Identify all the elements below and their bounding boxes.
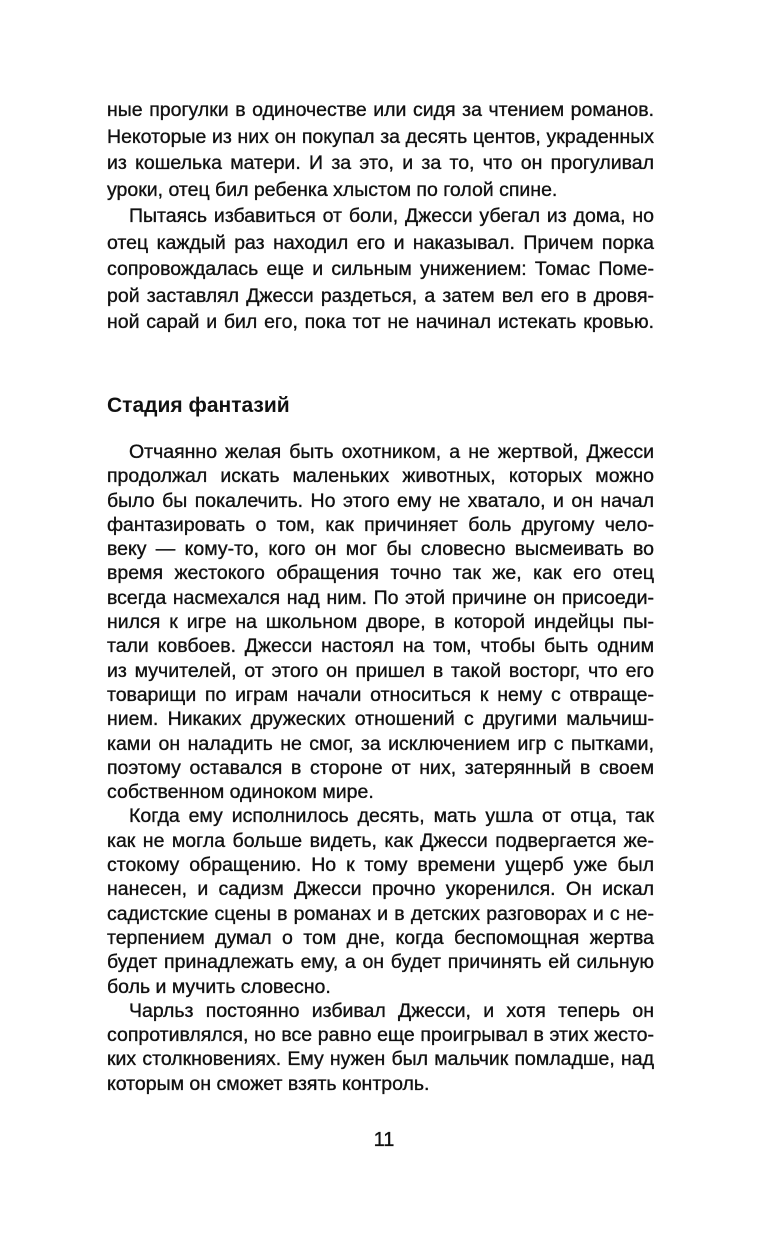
text-line: Некоторые из них он покупал за десять центов, украденных (107, 125, 654, 148)
text-line: нанесен, и садизм Джесси прочно укоренился. Он искал (107, 878, 654, 901)
paragraph (107, 440, 654, 804)
text-line: фантазировать о том, как причиняет боль другому чело- (107, 513, 654, 536)
text-line: как не могла больше видеть, как Джесси подвергается же- (107, 829, 654, 852)
text-line: нился к игре на школьном дворе, в которой индейцы пы- (107, 611, 654, 634)
text-line: собственном одиноком мире. (107, 781, 374, 804)
text-block-after (107, 440, 654, 1096)
text-line: которым он сможет взять контроль. (107, 1072, 430, 1095)
text-line: терпением думал о том дне, когда беспомощная жертва (107, 926, 654, 949)
text-line: садистские сцены в романах и в детских разговорах и с не- (107, 902, 654, 925)
text-line: боль и мучить словесно. (107, 975, 331, 998)
text-line: стокому обращению. Но к тому времени ущерб уже был (107, 854, 654, 877)
text-block-before (107, 97, 654, 336)
text-line: Чарльз постоянно избивал Джесси, и хотя теперь он (129, 999, 654, 1022)
text-line: будет принадлежать ему, а он будет причинять ей сильную (107, 951, 654, 974)
text-line: ной сарай и бил его, пока тот не начинал истекать кровью. (107, 311, 654, 333)
text-line: нием. Никаких дружеских отношений с другими мальчиш- (107, 708, 654, 731)
text-line: ких столкновениях. Ему нужен был мальчик помладше, над (107, 1048, 654, 1071)
text-line: отец каждый раз находил его и наказывал. Причем порка (107, 231, 654, 254)
text-line: сопротивлялся, но все равно еще проигрывал в этих жесто- (107, 1024, 654, 1047)
text-line: время жестокого обращения точно так же, как его отец (107, 562, 654, 585)
section-heading: Стадия фантазий (107, 394, 290, 417)
text-line: Когда ему исполнилось десять, мать ушла от отца, так (129, 805, 654, 828)
text-line: было бы покалечить. Но этого ему не хватало, и он начал (107, 489, 654, 512)
text-line: сопровождалась еще и сильным унижением: Томас Поме- (107, 258, 654, 280)
text-line: ками он наладить не смог, за исключением игр с пытками, (107, 732, 654, 755)
text-line: уроки, отец бил ребенка хлыстом по голой спине. (107, 178, 558, 201)
text-line: продолжал искать маленьких животных, которых можно (107, 465, 654, 488)
text-line: Отчаянно желая быть охотником, а не жертвой, Джесси (129, 441, 654, 463)
paragraph (107, 999, 654, 1096)
text-line: веку — кому-то, кого он мог бы словесно высмеивать во (107, 538, 654, 561)
paragraph (107, 97, 654, 203)
text-line: Пытаясь избавиться от боли, Джесси убегал из дома, но (129, 205, 654, 227)
text-line: всегда насмехался над ним. По этой причине он присоеди- (107, 586, 654, 609)
page-number: 11 (373, 1129, 395, 1151)
paragraph (107, 804, 654, 998)
text-line: ные прогулки в одиночестве или сидя за чтением романов. (107, 99, 654, 121)
text-line: товарищи по играм начали относиться к нему с отвраще- (107, 683, 654, 706)
text-line: из мучителей, от этого он пришел в такой восторг, что его (107, 659, 654, 682)
text-line: из кошелька матери. И за это, и за то, что он прогуливал (107, 152, 654, 174)
text-line: рой заставлял Джесси раздеться, а затем вел его в дровя- (107, 284, 654, 307)
text-line: поэтому оставался в стороне от них, затерянный в своем (107, 756, 654, 779)
text-line: тали ковбоев. Джесси настоял на том, чтобы быть одним (107, 635, 654, 658)
paragraph (107, 203, 654, 336)
